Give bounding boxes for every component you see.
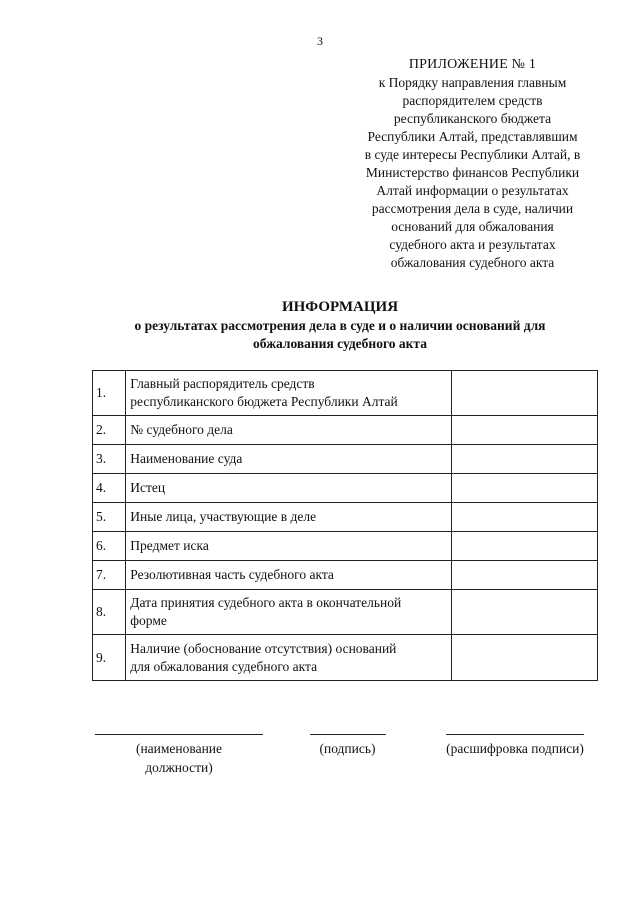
- row-label: [126, 474, 452, 503]
- row-label: [126, 445, 452, 474]
- row-value-cell[interactable]: [452, 532, 598, 561]
- row-label-line: Наименование суда: [130, 451, 243, 466]
- document-title: ИНФОРМАЦИЯ: [281, 299, 399, 315]
- table-row: [93, 503, 598, 532]
- table-row: [93, 590, 598, 635]
- row-number: 3.: [93, 445, 126, 474]
- row-value-cell[interactable]: [452, 561, 598, 590]
- row-label: [126, 561, 452, 590]
- appendix-line: оснований для обжалования: [391, 219, 554, 234]
- row-value-cell[interactable]: [452, 503, 598, 532]
- row-value-cell[interactable]: [452, 371, 598, 416]
- position-line: [95, 734, 263, 735]
- signature-caption: (подпись): [319, 741, 376, 756]
- row-number: 7.: [93, 561, 126, 590]
- row-label-line: Предмет иска: [130, 538, 209, 553]
- document-heading: [60, 297, 620, 353]
- row-label: [126, 590, 452, 635]
- signature-position: [92, 734, 266, 777]
- table-row: [93, 445, 598, 474]
- row-label: [126, 635, 452, 681]
- position-caption-line-2: должности): [145, 760, 213, 775]
- decoding-caption: (расшифровка подписи): [446, 741, 584, 756]
- table-row: [93, 561, 598, 590]
- row-value-cell[interactable]: [452, 590, 598, 635]
- appendix-block: [345, 56, 600, 272]
- row-value-cell[interactable]: [452, 474, 598, 503]
- decoding-line: [446, 734, 584, 735]
- row-label-line: республиканского бюджета Республики Алтай: [130, 394, 398, 409]
- appendix-line: Министерство финансов Республики: [365, 165, 580, 180]
- info-table: [92, 370, 598, 681]
- table-row: [93, 474, 598, 503]
- row-number: 9.: [93, 635, 126, 681]
- signature-line: [310, 734, 386, 735]
- row-label: [126, 416, 452, 445]
- row-number: 1.: [93, 371, 126, 416]
- row-number: 8.: [93, 590, 126, 635]
- row-label-line: № судебного дела: [130, 422, 233, 437]
- signature-decoding: [430, 734, 600, 758]
- appendix-line: рассмотрения дела в суде, наличии: [371, 201, 574, 216]
- row-value-cell[interactable]: [452, 416, 598, 445]
- document-subtitle-line-2: обжалования судебного акта: [253, 336, 427, 351]
- row-label-line: Наличие (обоснование отсутствия) оснований: [130, 640, 397, 656]
- row-number: 5.: [93, 503, 126, 532]
- row-label-line: Главный распорядитель средств: [130, 376, 315, 391]
- row-label-line: Резолютивная часть судебного акта: [130, 567, 334, 582]
- table-row: [93, 532, 598, 561]
- appendix-line: судебного акта и результатах: [389, 237, 556, 252]
- appendix-title: ПРИЛОЖЕНИЕ № 1: [408, 57, 537, 72]
- appendix-line: к Порядку направления главным: [378, 75, 567, 90]
- row-label-line: для обжалования судебного акта: [130, 658, 318, 674]
- row-label-line: Дата принятия судебного акта в окончательной: [130, 595, 402, 610]
- row-label-line: Иные лица, участвующие в деле: [130, 509, 317, 524]
- row-value-cell[interactable]: [452, 445, 598, 474]
- row-label: [126, 371, 452, 416]
- document-subtitle-line-1: о результатах рассмотрения дела в суде и о наличии оснований для: [134, 318, 546, 333]
- row-number: 4.: [93, 474, 126, 503]
- table-row: [93, 635, 598, 681]
- appendix-line: в суде интересы Республики Алтай, в: [364, 147, 581, 162]
- appendix-line: республиканского бюджета: [393, 111, 552, 126]
- signature-sign: [300, 734, 395, 758]
- row-number: 6.: [93, 532, 126, 561]
- appendix-line: Алтай информации о результатах: [376, 183, 569, 198]
- appendix-line: обжалования судебного акта: [390, 255, 555, 270]
- row-label-line: форме: [130, 613, 167, 628]
- row-label: [126, 532, 452, 561]
- row-number: 2.: [93, 416, 126, 445]
- table-row: [93, 416, 598, 445]
- row-label-line: Истец: [130, 480, 166, 495]
- appendix-line: распорядителем средств: [402, 93, 543, 108]
- table-row: [93, 371, 598, 416]
- row-value-cell[interactable]: [452, 635, 598, 681]
- page-number: 3: [317, 34, 323, 48]
- row-label: [126, 503, 452, 532]
- appendix-line: Республики Алтай, представлявшим: [367, 129, 578, 144]
- position-caption-line-1: (наименование: [135, 741, 223, 756]
